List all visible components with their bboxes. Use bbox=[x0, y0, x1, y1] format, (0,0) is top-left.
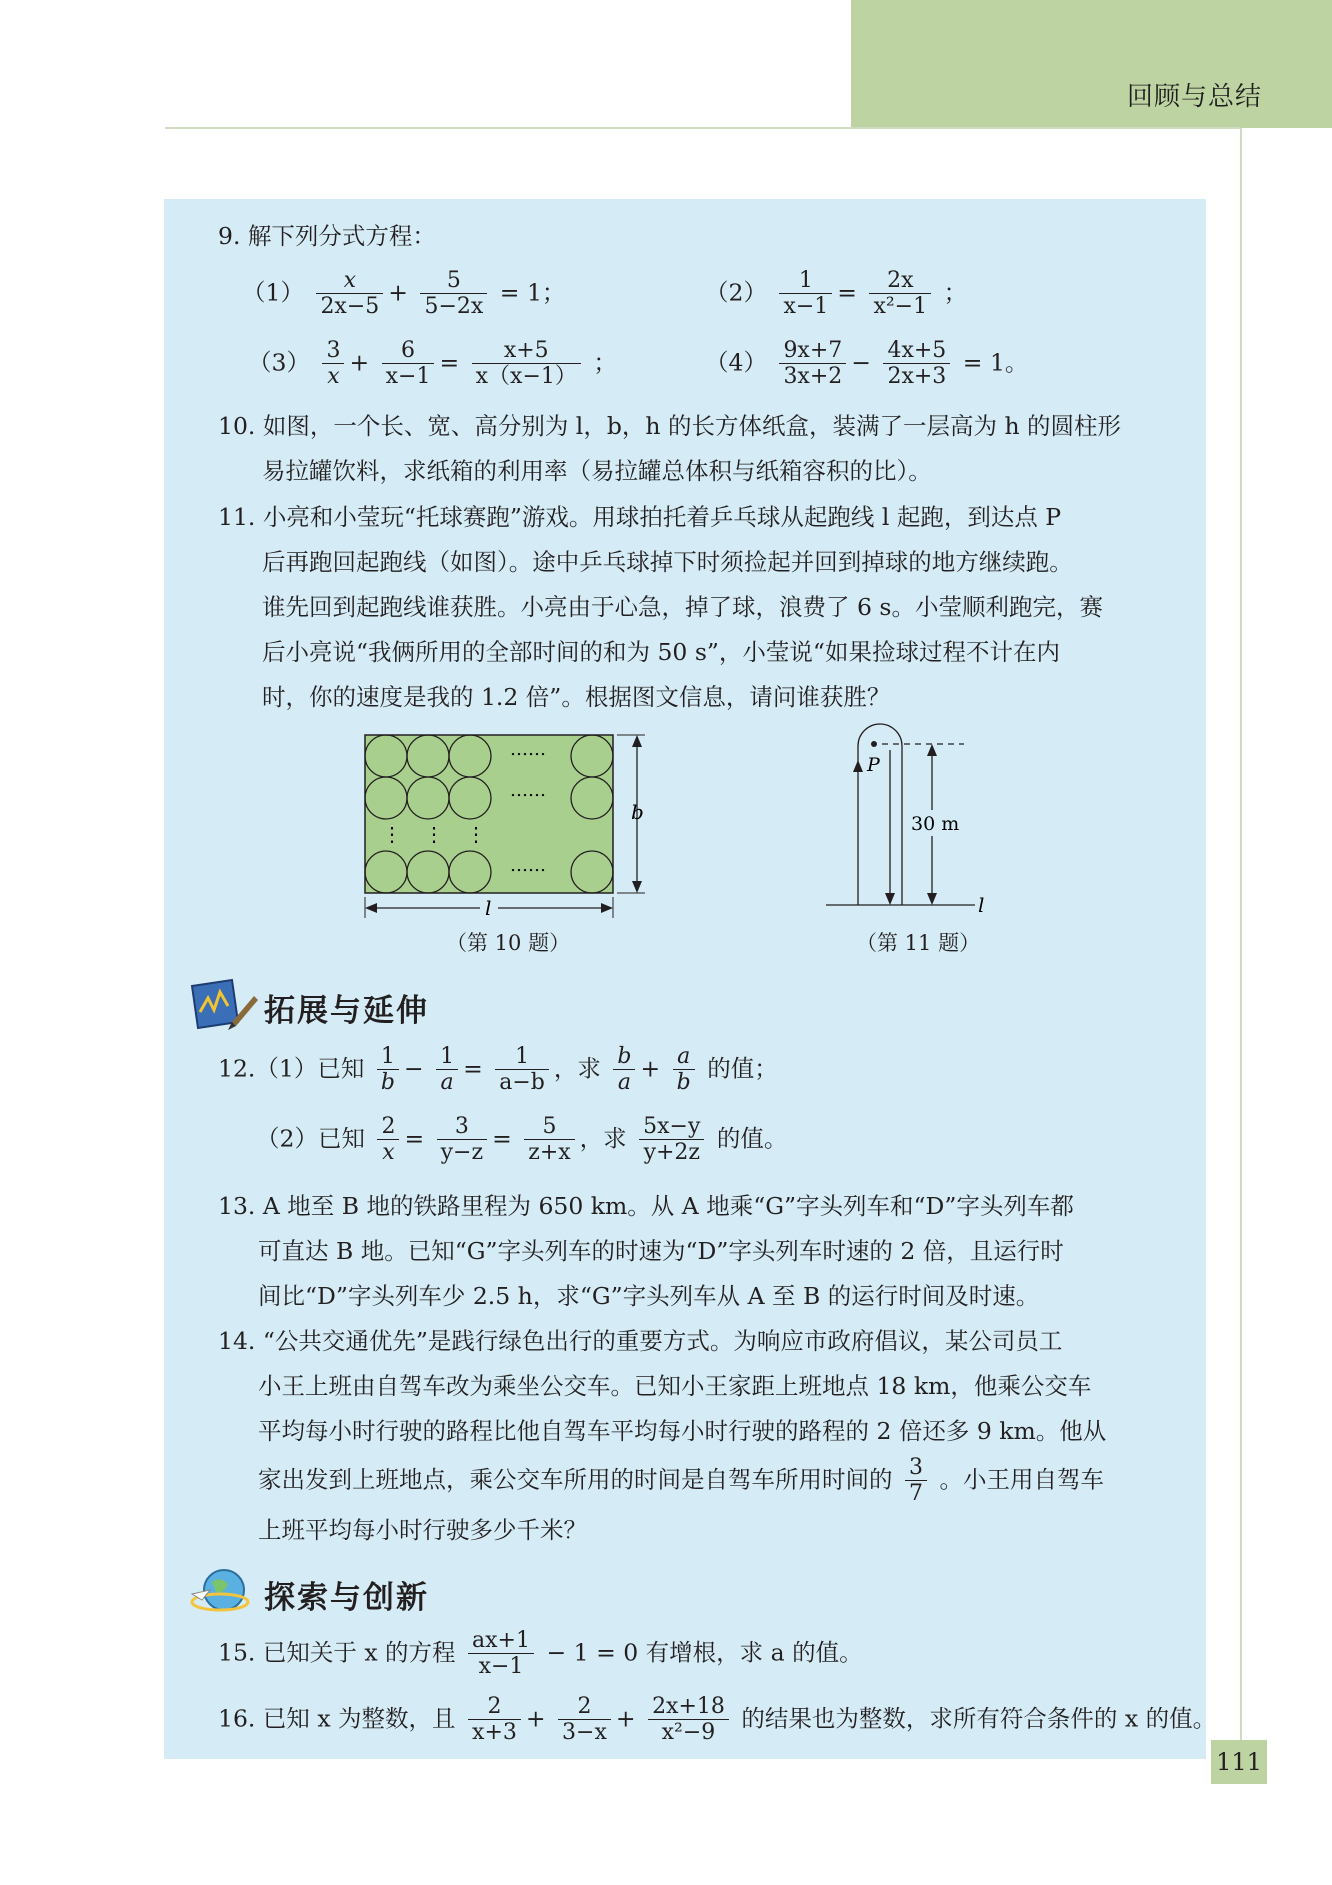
q14-line4: 家出发到上班地点，乘公交车所用的时间是自驾车所用时间的 $\frac{3}{7}$ 。小王用自驾车 bbox=[258, 1455, 1104, 1507]
box-rect bbox=[365, 735, 613, 893]
globe-plane-icon bbox=[190, 1564, 254, 1618]
q12-part1: 12.（1）已知 $\frac{1}{b}$ − $\frac{1}{a}$ = $\frac{1}{a-b}$ ，求 $\frac{b}{a}$ + $\frac{a}{b}$ 的值； bbox=[218, 1044, 778, 1096]
row-dots: …… bbox=[510, 855, 546, 876]
label-distance: 30 m bbox=[911, 813, 960, 835]
q14-line5: 上班平均每小时行驶多少千米？ bbox=[258, 1516, 587, 1544]
q9-part2: （2） $\frac{1}{x-1}$ = $\frac{2x}{\text{x²−1}}$ ； bbox=[705, 268, 968, 320]
q14-line1: 14. “公共交通优先”是践行绿色出行的重要方式。为响应市政府倡议，某公司员工 bbox=[218, 1327, 1063, 1355]
section-title-explore: 探索与创新 bbox=[264, 1580, 429, 1616]
page-number: 111 bbox=[1211, 1740, 1267, 1784]
figure-11-caption: （第 11 题） bbox=[856, 931, 981, 955]
q9-stem: 9. 解下列分式方程： bbox=[218, 222, 436, 250]
q13-line2: 可直达 B 地。已知“G”字头列车的时速为“D”字头列车时速的 2 倍，且运行时 bbox=[258, 1237, 1064, 1265]
label-b: b bbox=[631, 800, 644, 824]
q11-line1: 11. 小亮和小莹玩“托球赛跑”游戏。用球拍托着乒乓球从起跑线 l 起跑，到达点 P bbox=[218, 503, 1062, 531]
q9-part1: （1） $\frac{x}{2x-5}$ + $\frac{5}{5-2x}$ = 1； bbox=[242, 268, 566, 320]
header-rule bbox=[165, 127, 1240, 129]
q14-line2: 小王上班由自驾车改为乘坐公交车。已知小王家距上班地点 18 km，他乘公交车 bbox=[258, 1372, 1092, 1400]
q12-part2: （2）已知 $\frac{2}{x}$ = $\frac{3}{y-z}$ = $\frac{5}{z+x}$ ，求 $\frac{5x-y}{y+2z}$ 的值。 bbox=[256, 1114, 788, 1166]
q10-line1: 10. 如图，一个长、宽、高分别为 l，b，h 的长方体纸盒，装满了一层高为 h 的圆柱形 bbox=[218, 412, 1122, 440]
figure-10-caption: （第 10 题） bbox=[446, 931, 571, 955]
row-dots: …… bbox=[510, 780, 546, 801]
q10-line2: 易拉罐饮料，求纸箱的利用率（易拉罐总体积与纸箱容积的比）。 bbox=[262, 457, 932, 485]
q11-line2: 后再跑回起跑线（如图）。途中乒乓球掉下时须捡起并回到掉球的地方继续跑。 bbox=[262, 548, 1073, 576]
label-l: l bbox=[485, 896, 492, 920]
q16: 16. 已知 x 为整数，且 $\frac{2}{x+3}$ + $\frac{2}{3-x}$ + $\frac{2x+18}{\text{x²−9}}$ 的结果也为整数，求所有符合条件的 x 的值。 bbox=[218, 1694, 1217, 1746]
q13-line3: 间比“D”字头列车少 2.5 h，求“G”字头列车从 A 至 B 的运行时间及时速。 bbox=[258, 1282, 1040, 1310]
q11-line3: 谁先回到起跑线谁获胜。小亮由于心急，掉了球，浪费了 6 s。小莹顺利跑完，赛 bbox=[262, 593, 1103, 621]
q9-part4: （4） $\frac{9x+7}{3x+2}$ − $\frac{4x+5}{2x+3}$ = 1。 bbox=[705, 338, 1029, 390]
q13-line1: 13. A 地至 B 地的铁路里程为 650 km。从 A 地乘“G”字头列车和“D”字头列车都 bbox=[218, 1192, 1074, 1220]
chart-pencil-icon bbox=[188, 978, 260, 1034]
header-band bbox=[851, 0, 1332, 128]
col-vdots: ⋮ bbox=[424, 822, 444, 846]
q15: 15. 已知关于 x 的方程 $\frac{ax+1}{x-1}$ − 1 = 0 有增根，求 a 的值。 bbox=[218, 1628, 863, 1680]
label-p: P bbox=[867, 754, 880, 776]
side-rule bbox=[1240, 128, 1242, 1778]
q11-line4: 后小亮说“我俩所用的全部时间的和为 50 s”，小莹说“如果捡球过程不计在内 bbox=[262, 638, 1060, 666]
section-title-extend: 拓展与延伸 bbox=[264, 993, 429, 1029]
q14-line3: 平均每小时行驶的路程比他自驾车平均每小时行驶的路程的 2 倍还多 9 km。他从 bbox=[258, 1417, 1107, 1445]
col-vdots: ⋮ bbox=[382, 822, 402, 846]
section-title: 回顾与总结 bbox=[1126, 82, 1262, 112]
figure-10-box-of-cans bbox=[355, 725, 665, 920]
label-l: l bbox=[978, 893, 985, 917]
col-vdots: ⋮ bbox=[466, 822, 486, 846]
q9-part3: （3） $\frac{3}{x}$ + $\frac{6}{x-1}$ = $\frac{x+5}{x(x-1)}$ ； bbox=[248, 338, 617, 390]
row-dots: …… bbox=[510, 739, 546, 760]
q11-line5: 时，你的速度是我的 1.2 倍”。根据图文信息，请问谁获胜？ bbox=[262, 683, 891, 711]
figure-11-race-track bbox=[820, 722, 995, 917]
